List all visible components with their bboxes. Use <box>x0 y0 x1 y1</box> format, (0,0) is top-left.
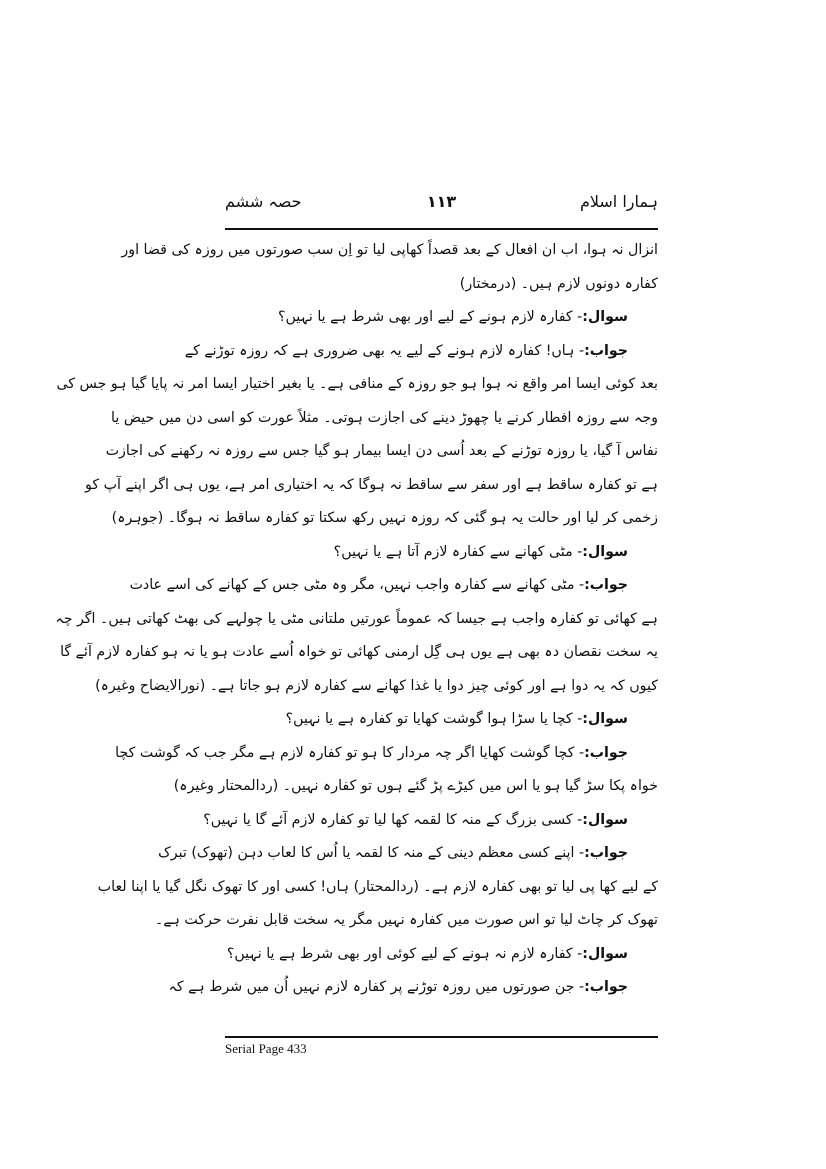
line-text: کیوں کہ یہ دوا ہے اور کوئی چیز دوا یا غذا کھانے سے کفارہ لازم ہو جاتا ہے۔ (نورالایضاح وغیرہ) <box>95 677 658 694</box>
text-line <box>55 603 658 637</box>
page-header <box>225 188 658 228</box>
question-line <box>225 301 658 335</box>
line-text: خواہ پکا سڑ گیا ہو یا اس میں کیڑے پڑ گئے ہوں تو کفارہ نہیں۔ (ردالمحتار وغیرہ) <box>173 778 658 794</box>
line-text: - کفارہ لازم نہ ہونے کے لیے کوئی اور بھی شرط ہے یا نہیں؟ <box>226 945 583 962</box>
answer-line <box>158 837 658 871</box>
text-line <box>154 904 658 938</box>
text-line <box>56 368 658 402</box>
line-text: - مٹی کھانے سے کفارہ لازم آتا ہے یا نہیں؟ <box>333 543 583 560</box>
line-text: - کچا گوشت کھایا اگر چہ مردار کا ہو تو کفارہ لازم ہے مگر جب کہ گوشت کچا <box>115 744 585 761</box>
question-line <box>225 938 658 972</box>
line-text: انزال نہ ہوا، اب ان افعال کے بعد قصداً کھاپی لیا تو اِن سب صورتوں میں روزہ کی قضا اور <box>121 242 658 258</box>
question-label: سوال: <box>582 945 628 962</box>
line-text: - مٹی کھانے سے کفارہ واجب نہیں، مگر وہ مٹی جس کے کھانے کی اسے عادت <box>129 577 585 593</box>
page-body <box>55 234 658 1005</box>
question-label: سوال: <box>582 543 628 560</box>
answer-label: جواب: <box>584 845 628 861</box>
text-line <box>105 435 658 469</box>
line-text: تھوک کر چاٹ لیا تو اس صورت میں کفارہ نہیں مگر یہ سخت قابل نفرت حرکت ہے۔ <box>154 912 658 928</box>
line-text: کے لیے کھا پی لیا تو بھی کفارہ لازم ہے۔ (ردالمحتار) ہاں! کسی اور کا تھوک نگل گیا یا اپنا لعاب <box>97 878 658 895</box>
answer-label: جواب: <box>584 744 628 761</box>
line-text: زخمی کر لیا اور حالت یہ ہو گئی کہ روزہ نہیں رکھ سکتا تو کفارہ ساقط نہ ہوگا۔ (جوہرہ) <box>111 510 658 526</box>
line-text: - کچا یا سڑا ہوا گوشت کھایا تو کفارہ ہے یا نہیں؟ <box>285 711 583 727</box>
book-title: ہمارا اسلام <box>579 192 658 211</box>
answer-line <box>184 335 658 369</box>
question-line <box>225 703 658 737</box>
question-label: سوال: <box>582 309 628 325</box>
text-line <box>97 871 658 905</box>
line-text: - جن صورتوں میں روزہ توڑنے پر کفارہ لازم نہیں اُن میں شرط ہے کہ <box>168 979 585 995</box>
text-line <box>95 670 658 704</box>
line-text: کفارہ دونوں لازم ہیں۔ (درمختار) <box>459 275 658 292</box>
line-text: وجہ سے روزہ افطار کرنے یا چھوڑ دینے کی اجازت ہوتی۔ مثلاً عورت کو اسی دن میں حیض یا <box>111 409 658 426</box>
section-title: حصہ ششم <box>225 192 302 211</box>
answer-line <box>129 569 658 603</box>
line-text: - کسی بزرگ کے منہ کا لقمہ کھا لیا تو کفارہ لازم آئے گا یا نہیں؟ <box>203 811 583 828</box>
footer-rule <box>225 1036 658 1038</box>
answer-label: جواب: <box>584 979 628 995</box>
text-line <box>85 469 658 503</box>
answer-label: جواب: <box>584 577 628 593</box>
text-line <box>225 268 658 302</box>
line-text: - ہاں! کفارہ لازم ہونے کے لیے یہ بھی ضروری ہے کہ روزہ توڑنے کے <box>184 342 585 359</box>
book-page <box>55 188 658 1056</box>
line-text: نفاس آ گیا، یا روزہ توڑنے کے بعد اُسی دن ایسا بیمار ہو گیا جس سے روزہ نہ رکھنے کی اجازت <box>105 443 658 459</box>
header-rule <box>225 228 658 230</box>
answer-label: جواب: <box>584 342 628 359</box>
serial-page-footer: Serial Page 433 <box>225 1041 307 1056</box>
line-text: - کفارہ لازم ہونے کے لیے اور بھی شرط ہے یا نہیں؟ <box>277 309 583 325</box>
text-line <box>121 234 658 268</box>
question-line <box>225 536 658 570</box>
question-label: سوال: <box>582 711 628 727</box>
question-label: سوال: <box>582 811 628 828</box>
text-line <box>111 502 658 536</box>
line-text: بعد کوئی ایسا امر واقع نہ ہوا ہو جو روزہ کے منافی ہے۔ یا بغیر اختیار ایسا امر نہ پایا گیا ہو جس کی <box>56 376 658 392</box>
answer-line <box>115 737 658 771</box>
line-text: ہے کھائی تو کفارہ واجب ہے جیسا کہ عموماً عورتیں ملتانی مٹی یا چولہے کی بھٹ کھاتی ہیں۔ اگر چہ <box>55 610 658 627</box>
line-text: - اپنے کسی معظم دینی کے منہ کا لقمہ یا اُس کا لعاب دہن (تھوک) تبرک <box>158 845 585 861</box>
answer-line <box>168 971 658 1005</box>
line-text: ہے تو کفارہ ساقط ہے اور سفر سے ساقط نہ ہوگا کہ یہ اختیاری امر ہے، یوں ہی اگر اپنے آپ کو <box>85 476 658 493</box>
text-line <box>111 402 658 436</box>
text-line <box>60 636 658 670</box>
text-line <box>173 770 658 804</box>
question-line <box>203 804 658 838</box>
line-text: یہ سخت نقصان دہ بھی ہے یوں ہی گِل ارمنی کھائی تو خواہ اُسے عادت ہو یا نہ ہو کفارہ لازم آئے گا <box>60 644 658 660</box>
page-number: ۱۱۳ <box>426 192 457 211</box>
